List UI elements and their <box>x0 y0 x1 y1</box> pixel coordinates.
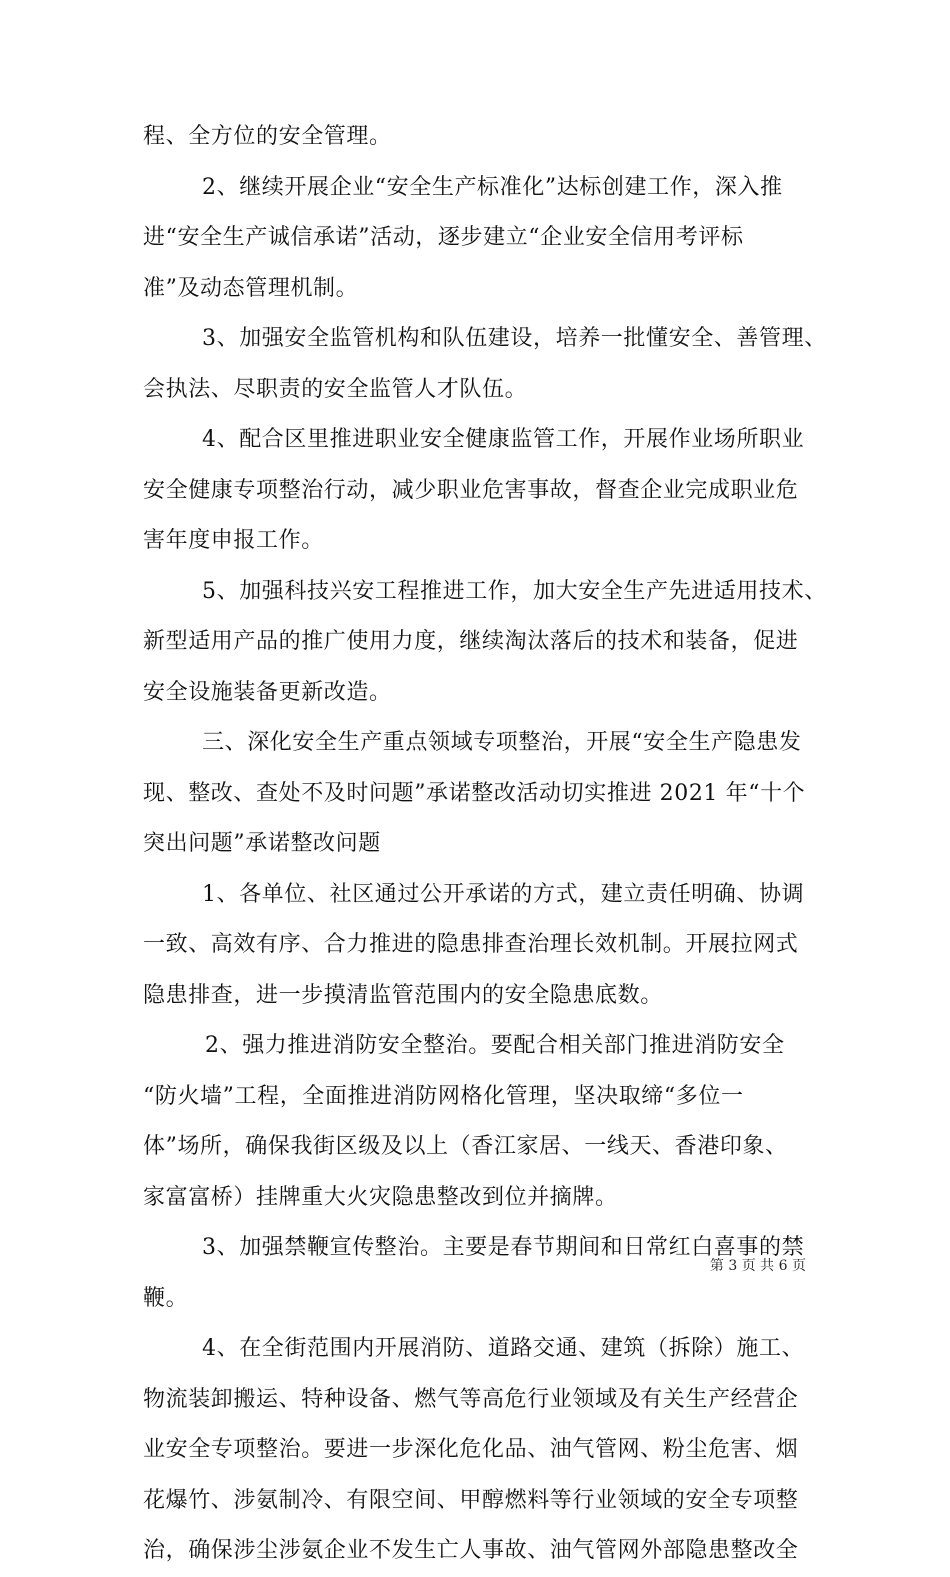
text-line: 1、各单位、社区通过公开承诺的方式，建立责任明确、协调 <box>202 881 805 907</box>
text-line: 三、深化安全生产重点领域专项整治，开展“安全生产隐患发 <box>202 730 802 755</box>
text-line: 鞭。 <box>143 1285 189 1311</box>
text-line: 隐患排查，进一步摸清监管范围内的安全隐患底数。 <box>143 982 663 1008</box>
text-line: 安全健康专项整治行动，减少职业危害事故，督查企业完成职业危 <box>143 477 799 503</box>
text-line: 害年度申报工作。 <box>143 528 324 553</box>
text-line: 5、加强科技兴安工程推进工作，加大安全生产先进适用技术、 <box>202 578 827 604</box>
text-line: 安全设施装备更新改造。 <box>143 679 392 705</box>
text-line: 会执法、尽职责的安全监管人才队伍。 <box>143 376 528 402</box>
text-line: 物流装卸搬运、特种设备、燃气等高危行业领域及有关生产经营企 <box>143 1386 799 1412</box>
text-line: 业安全专项整治。要进一步深化危化品、油气管网、粉尘危害、烟 <box>143 1437 799 1462</box>
text-line: 现、整改、查处不及时问题”承诺整改活动切实推进 2021 年“十个 <box>143 780 806 806</box>
text-line: 治，确保涉尘涉氨企业不发生亡人事故、油气管网外部隐患整改全 <box>143 1538 799 1563</box>
text-line: 2、继续开展企业“安全生产标准化”达标创建工作，深入推 <box>202 174 783 200</box>
text-line: “防火墙”工程，全面推进消防网格化管理，坚决取缔“多位一 <box>143 1083 744 1109</box>
text-line: 程、全方位的安全管理。 <box>143 124 392 149</box>
text-line: 进“安全生产诚信承诺”活动，逐步建立“企业安全信用考评标 <box>143 225 744 250</box>
text-line: 一致、高效有序、合力推进的隐患排查治理长效机制。开展拉网式 <box>143 932 799 957</box>
text-line: 新型适用产品的推广使用力度，继续淘汰落后的技术和装备，促进 <box>143 629 799 654</box>
text-line: 4、在全街范围内开展消防、道路交通、建筑（拆除）施工、 <box>202 1336 805 1361</box>
text-line: 突出问题”承诺整改问题 <box>143 831 381 856</box>
text-line: 准”及动态管理机制。 <box>143 275 359 301</box>
text-line: 4、配合区里推进职业安全健康监管工作，开展作业场所职业 <box>202 427 805 452</box>
text-line: 3、加强禁鞭宣传整治。主要是春节期间和日常红白喜事的禁 <box>202 1235 805 1260</box>
text-line: 家富富桥）挂牌重大火灾隐患整改到位并摘牌。 <box>143 1184 618 1210</box>
document-body <box>143 112 827 1577</box>
text-line: 体”场所，确保我街区级及以上（香江家居、一线天、香港印象、 <box>143 1134 788 1159</box>
text-line: 花爆竹、涉氨制冷、有限空间、甲醇燃料等行业领域的安全专项整 <box>143 1487 799 1513</box>
text-line: 2、强力推进消防安全整治。要配合相关部门推进消防安全 <box>205 1033 785 1058</box>
page-number-footer: 第 3 页 共 6 页 <box>709 1258 806 1274</box>
text-line: 3、加强安全监管机构和队伍建设，培养一批懂安全、善管理、 <box>202 326 827 351</box>
